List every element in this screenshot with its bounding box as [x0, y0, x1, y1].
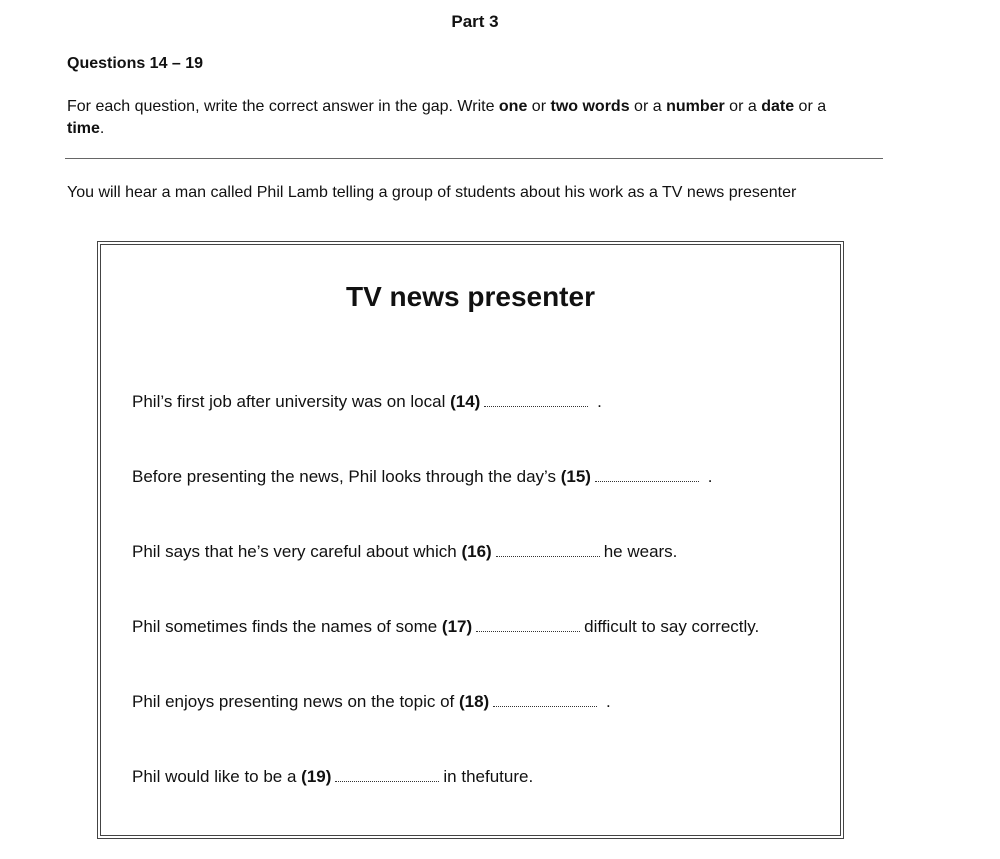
- instructions-emphasis-two-words: two words: [550, 98, 630, 115]
- question-15: [132, 467, 712, 487]
- answer-gap-15[interactable]: [595, 467, 699, 482]
- question-text-after: .: [702, 467, 713, 486]
- instructions-emphasis-time: time: [67, 120, 100, 137]
- question-box-inner: [100, 244, 841, 836]
- question-text-after: .: [592, 392, 602, 411]
- instructions-segment: or a: [794, 98, 827, 115]
- question-number: (17): [441, 617, 473, 636]
- section-divider: [65, 158, 883, 159]
- question-text: Phil’s first job after university was on local: [132, 392, 451, 411]
- question-text-after: difficult to say correctly.: [584, 617, 760, 636]
- question-number: (16): [461, 542, 492, 561]
- answer-gap-16[interactable]: [496, 542, 600, 557]
- question-number: (19): [301, 767, 332, 786]
- question-text-after: .: [601, 692, 611, 711]
- question-16: [132, 542, 677, 562]
- instructions-segment: .: [99, 120, 105, 137]
- instructions-segment: or a: [629, 98, 667, 115]
- box-title: TV news presenter: [346, 281, 595, 312]
- question-number: (15): [560, 467, 591, 486]
- question-text: Phil says that he’s very careful about which: [132, 542, 462, 561]
- instructions-emphasis-number: number: [666, 98, 725, 115]
- question-19: [132, 767, 533, 787]
- answer-gap-19[interactable]: [335, 767, 439, 782]
- question-text: Phil sometimes finds the names of some: [132, 617, 442, 636]
- question-text-after: in thefuture.: [443, 767, 534, 786]
- instructions-segment: or: [527, 98, 551, 115]
- question-number: (18): [458, 692, 490, 711]
- intro-text: You will hear a man called Phil Lamb telling a group of students about his work as a TV news presenter: [67, 184, 797, 201]
- part-title: Part 3: [451, 12, 499, 31]
- question-14: [132, 392, 602, 412]
- instructions-emphasis-date: date: [761, 98, 795, 115]
- instructions-segment: For each question, write the correct answer in the gap. Write: [67, 98, 499, 115]
- instructions-emphasis-one: one: [498, 98, 528, 115]
- questions-heading: Questions 14 – 19: [67, 55, 204, 72]
- answer-gap-17[interactable]: [476, 617, 580, 632]
- question-text: Phil would like to be a: [132, 767, 302, 786]
- instructions-text: [67, 96, 867, 140]
- question-18: [132, 692, 611, 712]
- answer-gap-14[interactable]: [484, 392, 588, 407]
- question-17: [132, 617, 759, 637]
- question-text: Phil enjoys presenting news on the topic of: [132, 692, 459, 711]
- instructions-segment: or a: [724, 98, 762, 115]
- question-box: [97, 241, 844, 839]
- answer-gap-18[interactable]: [493, 692, 597, 707]
- question-number: (14): [450, 392, 481, 411]
- question-text-after: he wears.: [603, 542, 678, 561]
- question-text: Before presenting the news, Phil looks through the day’s: [132, 467, 561, 486]
